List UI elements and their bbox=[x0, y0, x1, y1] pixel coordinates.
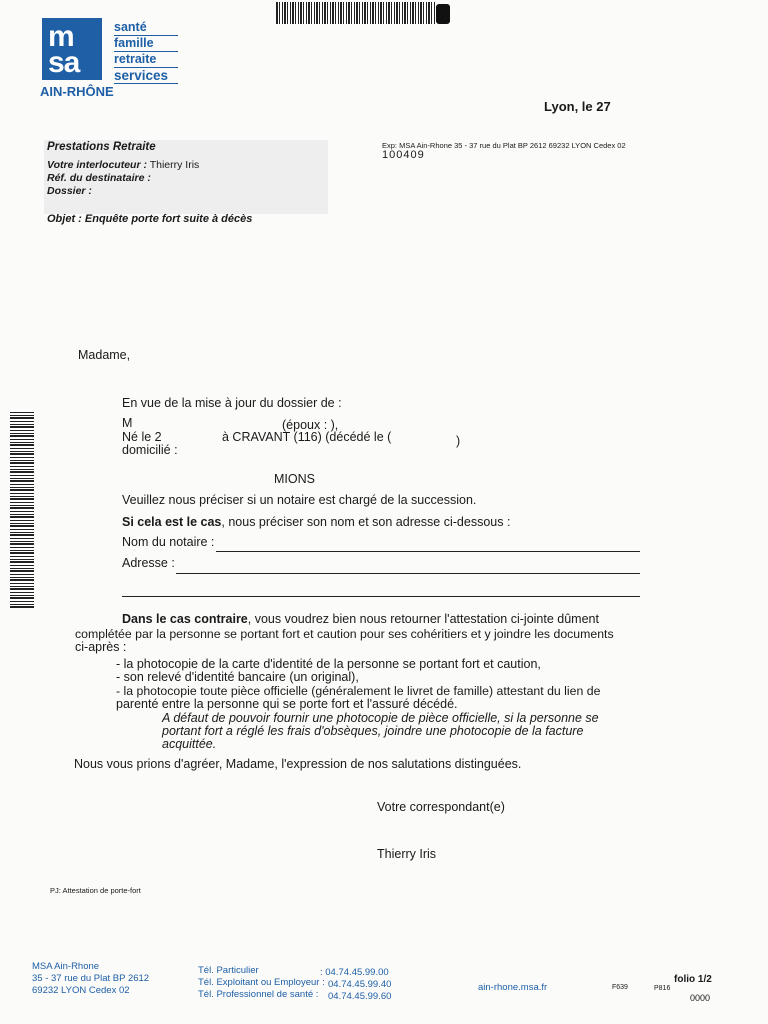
folio: folio 1/2 bbox=[674, 974, 712, 985]
if-case-bold: Si cela est le cas bbox=[122, 515, 222, 529]
italic-note-line3: acquittée. bbox=[162, 737, 217, 751]
footer-code1: F639 bbox=[612, 984, 628, 991]
contrary-line2: complétée par la personne se portant fort et caution pour ses cohéritiers et y joindre les documents bbox=[75, 627, 614, 641]
birth-start: Né le 2 bbox=[122, 430, 162, 444]
interlocutor-label: Votre interlocuteur : bbox=[47, 159, 147, 171]
signature-name: Thierry Iris bbox=[377, 847, 437, 861]
phone-label: Tél. Professionnel de santé : bbox=[198, 989, 319, 1000]
bullet-rib: - son relevé d'identité bancaire (un original), bbox=[116, 670, 359, 684]
side-barcode bbox=[10, 410, 34, 608]
dossier-label: Dossier : bbox=[47, 185, 92, 197]
logo-letters-bottom: sa bbox=[48, 46, 80, 79]
if-case-line bbox=[122, 515, 510, 529]
person-name-start: M bbox=[122, 416, 133, 430]
phone-label: Tél. Particulier bbox=[198, 965, 259, 976]
page-counter: 0000 bbox=[690, 993, 711, 1003]
footer-address-line: 69232 LYON Cedex 02 bbox=[32, 985, 130, 996]
sender-code: 100409 bbox=[382, 149, 425, 161]
notary-name-field[interactable] bbox=[216, 551, 640, 552]
logo-tagline bbox=[114, 20, 178, 84]
contrary-bold: Dans le cas contraire bbox=[122, 612, 248, 626]
logo-word: retraite bbox=[114, 52, 178, 68]
ref-label: Réf. du destinataire : bbox=[47, 172, 151, 184]
logo-word: famille bbox=[114, 36, 178, 52]
phone-value: 04.74.45.99.40 bbox=[328, 979, 392, 990]
logo-letters-top: m bbox=[48, 20, 74, 53]
footer-phone-values bbox=[320, 967, 391, 1003]
person-spouse: (époux : ), bbox=[282, 418, 339, 432]
footer-code2: P816 bbox=[654, 985, 671, 992]
interlocutor-line bbox=[47, 159, 199, 171]
signature-title: Votre correspondant(e) bbox=[377, 800, 505, 814]
region-name: AIN-RHÔNE bbox=[40, 84, 114, 99]
birth-place: à CRAVANT (116) (décédé le ( bbox=[222, 430, 392, 444]
sender-address: Exp: MSA Ain-Rhone 35 - 37 rue du Plat BP 2612 69232 LYON Cedex 02 bbox=[382, 141, 626, 150]
phone-value: 04.74.45.99.60 bbox=[328, 991, 392, 1002]
date-line: Lyon, le 27 bbox=[544, 99, 611, 114]
footer-address-line: MSA Ain-Rhone bbox=[32, 961, 100, 972]
footer-address bbox=[32, 961, 149, 997]
bullet-id-card: - la photocopie de la carte d'identité de la personne se portant fort et caution, bbox=[116, 657, 541, 671]
interlocutor-value: Thierry Iris bbox=[149, 159, 200, 171]
contrary-line1 bbox=[122, 612, 642, 626]
bullet-official-doc: - la photocopie toute pièce officielle (généralement le livret de famille) attestant du lien de bbox=[116, 684, 601, 698]
attachment-note: PJ: Attestation de porte-fort bbox=[50, 886, 141, 895]
logo-word: santé bbox=[114, 20, 178, 36]
redaction-mark bbox=[436, 4, 450, 24]
address-field-label: Adresse : bbox=[122, 556, 175, 570]
intro-line: En vue de la mise à jour du dossier de : bbox=[122, 396, 342, 410]
notary-question: Veuillez nous préciser si un notaire est chargé de la succession. bbox=[122, 493, 477, 507]
service-name: Prestations Retraite bbox=[47, 141, 156, 153]
bullet-official-doc-cont: parenté entre la personne qui se porte fort et l'assuré décédé. bbox=[116, 697, 458, 711]
closing-formula: Nous vous prions d'agréer, Madame, l'expression de nos salutations distinguées. bbox=[74, 757, 522, 771]
footer-website[interactable]: ain-rhone.msa.fr bbox=[478, 982, 548, 993]
object-line: Objet : Enquête porte fort suite à décès bbox=[47, 213, 253, 225]
salutation: Madame, bbox=[78, 348, 131, 362]
birth-close: ) bbox=[456, 434, 461, 448]
notary-address-field-2[interactable] bbox=[122, 596, 640, 597]
contrary-rest: , vous voudrez bien nous retourner l'attestation ci-jointe dûment bbox=[247, 612, 599, 626]
phone-label: Tél. Exploitant ou Employeur : bbox=[198, 977, 325, 988]
italic-note-line1: A défaut de pouvoir fournir une photocopie de pièce officielle, si la personne se bbox=[162, 711, 599, 725]
italic-note-line2: portant fort a réglé les frais d'obsèques, joindre une photocopie de la facture bbox=[162, 724, 584, 738]
notary-address-field[interactable] bbox=[176, 573, 640, 574]
notary-name-label: Nom du notaire : bbox=[122, 535, 215, 549]
contrary-line3: ci-après : bbox=[75, 640, 127, 654]
top-barcode bbox=[276, 2, 436, 24]
address-label: domicilié : bbox=[122, 443, 178, 457]
footer-address-line: 35 - 37 rue du Plat BP 2612 bbox=[32, 973, 150, 984]
city: MIONS bbox=[274, 472, 315, 486]
logo-word: services bbox=[114, 68, 178, 84]
phone-value: : 04.74.45.99.00 bbox=[320, 967, 389, 978]
if-case-rest: , nous préciser son nom et son adresse ci-dessous : bbox=[221, 515, 511, 529]
footer-phone-labels bbox=[198, 965, 325, 1001]
